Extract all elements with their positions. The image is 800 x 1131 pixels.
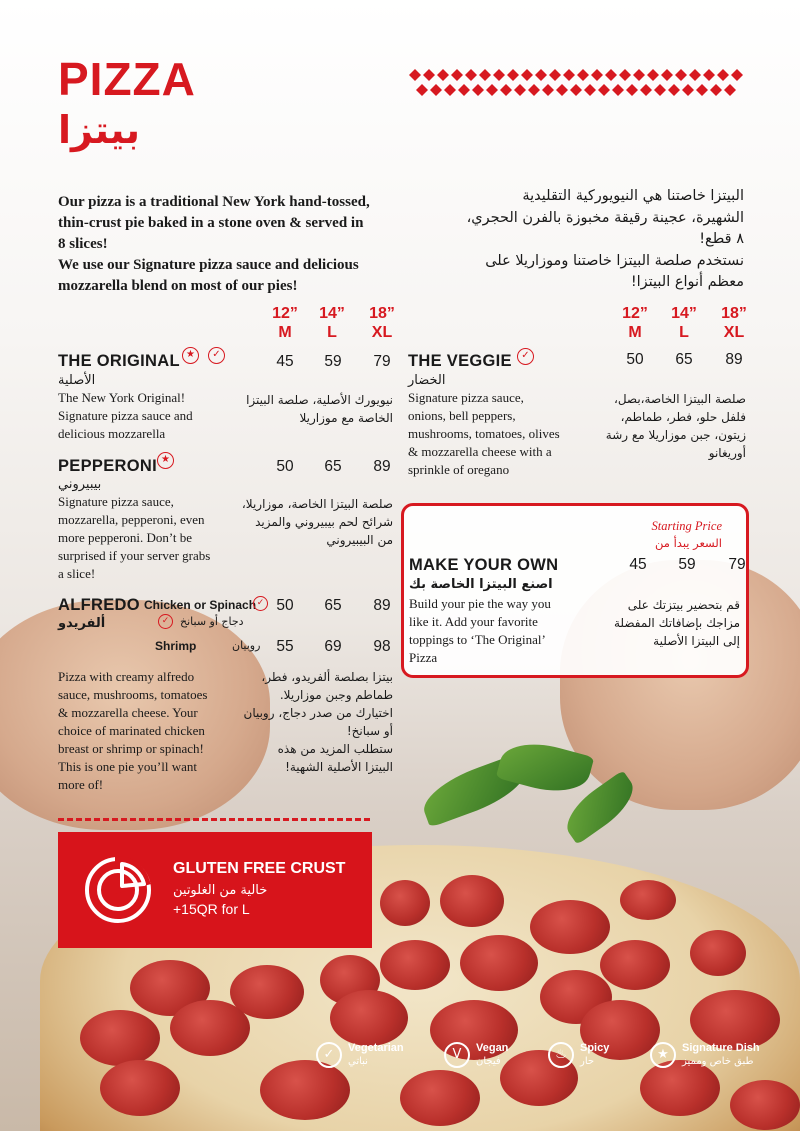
spicy-icon: ✓ — [208, 347, 225, 364]
price-alfredo-chicken-m: 50 — [276, 597, 294, 614]
price-pepperoni-xl: 89 — [373, 458, 391, 475]
price-alfredo-shrimp-l: 69 — [324, 638, 342, 655]
item-pepperoni-description: Signature pizza sauce, mozzarella, pepperoni, even more pepperoni. Don’t be surprised if your server grabs a slice! — [58, 494, 211, 581]
item-veggie-description: Signature pizza sauce, onions, bell peppers, mushrooms, tomatoes, olives & mozzarella cheese with a sprinkle of oregano — [408, 390, 560, 477]
gluten-free-banner — [58, 832, 372, 948]
size-header-right: 12” M 14” L 18” XL — [622, 305, 747, 341]
item-veggie-description-arabic: صلصة البيتزا الخاصة،بصل، فلفل حلو، فطر، طماطم، زيتون، جبن موزاريلا مع رشة أوريغانو — [605, 392, 746, 460]
price-make-your-own-l: 59 — [678, 556, 696, 573]
item-alfredo-name-arabic: ألفريدو — [58, 616, 106, 631]
gluten-free-title-arabic: خالية من الغلوتين — [173, 883, 268, 898]
alfredo-option-shrimp-arabic: روبيان — [232, 639, 261, 652]
item-original-description: The New York Original! Signature pizza sauce and delicious mozzarella — [58, 390, 193, 441]
diamond-pattern — [408, 68, 744, 98]
gluten-free-title: GLUTEN FREE CRUST — [173, 860, 346, 877]
price-make-your-own-m: 45 — [629, 556, 647, 573]
starting-price-label: Starting Price — [651, 519, 722, 533]
price-veggie-xl: 89 — [725, 351, 743, 368]
spicy-icon: ✓ — [253, 596, 268, 611]
price-original-xl: 79 — [373, 353, 391, 370]
price-alfredo-shrimp-xl: 98 — [373, 638, 391, 655]
price-veggie-m: 50 — [626, 351, 644, 368]
divider-dashed — [58, 818, 370, 821]
price-alfredo-chicken-xl: 89 — [373, 597, 391, 614]
signature-star-icon: ★ — [182, 347, 199, 364]
starting-price-label-arabic: السعر يبدأ من — [655, 536, 722, 550]
price-pepperoni-l: 65 — [324, 458, 342, 475]
price-alfredo-chicken-l: 65 — [324, 597, 342, 614]
intro-arabic: البيتزا خاصتنا هي النيويوركية التقليدية الشهيرة، عجينة رقيقة مخبوزة بالفرن الحجري، ٨ قطع! نستخدم صلصة البيتزا خاصتنا وموزاريلا على معظم أنواع البيتزا! — [466, 188, 744, 290]
signature-star-icon: ★ — [650, 1042, 676, 1068]
make-your-own-box — [401, 503, 749, 678]
vegetarian-icon: ✓ — [517, 348, 534, 365]
vegetarian-icon: ✓ — [158, 614, 173, 629]
pizza-slice-icon — [82, 854, 154, 926]
item-original-name: THE ORIGINAL — [58, 352, 180, 370]
item-pepperoni-name-arabic: بيبيروني — [58, 477, 102, 492]
item-original-description-arabic: نيويورك الأصلية، صلصة البيتزا الخاصة مع موزاريلا — [246, 393, 393, 425]
item-pepperoni-name: PEPPERONI — [58, 457, 157, 475]
price-original-m: 45 — [276, 353, 294, 370]
vegan-icon: V — [444, 1042, 470, 1068]
spicy-icon: ♨ — [548, 1042, 574, 1068]
item-alfredo-description: Pizza with creamy alfredo sauce, mushrooms, tomatoes & mozzarella cheese. Your choice of marinated chicken breast or shrimp or spinach! This is one pie you’ll want more of! — [58, 669, 208, 792]
size-header-left: 12” M 14” L 18” XL — [272, 305, 395, 341]
item-veggie-name-arabic: الخضار — [408, 373, 446, 388]
price-alfredo-shrimp-m: 55 — [276, 638, 294, 655]
item-make-your-own-description: Build your pie the way you like it. Add your favorite toppings to ‘The Original’ Pizza — [409, 596, 551, 665]
item-original-name-arabic: الأصلية — [58, 373, 96, 388]
page-title-arabic: بيتزا — [58, 108, 140, 152]
item-alfredo-description-arabic: بيتزا بصلصة ألفريدو، فطر، طماطم وجبن موزاريلا. اختيارك من صدر دجاج، روبيان أو سبانخ! ستطلب المزيد من هذه البيتزا الأصلية الشهية! — [243, 670, 393, 774]
alfredo-option-chicken-spinach: Chicken or Spinach — [144, 598, 257, 612]
item-pepperoni-description-arabic: صلصة البيتزا الخاصة، موزاريلا، شرائح لحم بيبيروني والمزيد من البيبيروني — [241, 497, 393, 547]
item-make-your-own-name: MAKE YOUR OWN — [409, 556, 559, 574]
price-pepperoni-m: 50 — [276, 458, 294, 475]
vegetarian-icon: ✓ — [316, 1042, 342, 1068]
alfredo-option-chicken-spinach-arabic: دجاج أو سبانخ — [180, 615, 244, 628]
gluten-free-price: +15QR for L — [173, 901, 250, 917]
intro-english: Our pizza is a traditional New York hand-tossed, thin-crust pie baked in a stone oven & served in 8 slices! We use our Signature pizza sauce and delicious mozzarella blend on most of our pies! — [58, 194, 370, 294]
signature-star-icon: ★ — [157, 452, 174, 469]
item-veggie-name: THE VEGGIE — [408, 352, 512, 370]
item-make-your-own-name-arabic: اصنع البيتزا الخاصة بك — [409, 577, 553, 592]
item-alfredo-name: ALFREDO — [58, 596, 140, 614]
price-veggie-l: 65 — [675, 351, 693, 368]
item-make-your-own-description-arabic: قم بتحضير بيتزتك على مزاجك بإضافاتك المفضلة إلى البيتزا الأصلية — [613, 598, 740, 648]
price-original-l: 59 — [324, 353, 342, 370]
alfredo-option-shrimp: Shrimp — [155, 639, 197, 653]
price-make-your-own-xl: 79 — [728, 556, 746, 573]
page-title: PIZZA — [58, 53, 196, 105]
